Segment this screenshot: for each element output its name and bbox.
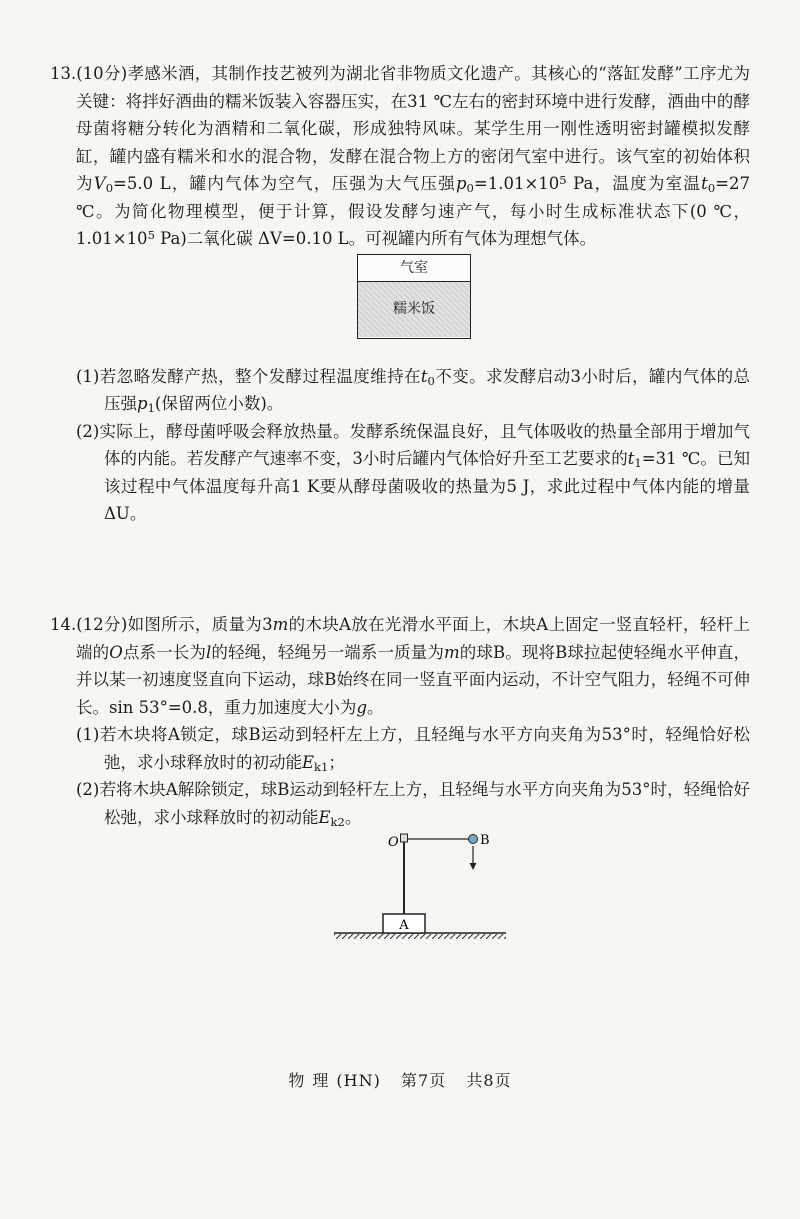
footer-page: 第7页 (401, 1071, 447, 1090)
air-chamber: 气室 (358, 255, 470, 282)
page-footer (0, 1068, 800, 1091)
problem-14 (50, 611, 750, 831)
footer-total: 共8页 (466, 1071, 512, 1090)
problem-number: 14. (50, 615, 77, 634)
label-o: O (388, 835, 399, 850)
question-13-2: (2)实际上，酵母菌呼吸会释放热量。发酵系统保温良好，且气体吸收的热量全部用于增加气体的内能。若发酵产气速率不变，3小时后罐内气体恰好升至工艺要求的$t_1=31$ ℃。已知该过程中气体温度每升高1 K要从酵母菌吸收的热量为5 J，求此过程中气体内能的增量ΔU。 (76, 421, 750, 523)
arrow-head-icon (470, 863, 477, 870)
footer-code: (HN) (336, 1071, 381, 1090)
question-13-1: (1)若忽略发酵产热，整个发酵过程温度维持在$t_0$不变。求发酵启动3小时后，罐内气体的总压强$p_1$(保留两位小数)。 (76, 366, 751, 415)
question-14-2: (2)若将木块A解除锁定，球B运动到轻杆左上方，且轻绳与水平方向夹角为53°时，轻绳恰好松弛，求小球释放时的初动能$E_{k2}$。 (76, 780, 750, 829)
problem-14-intro: 14.(12分)如图所示，质量为3m的木块A放在光滑水平面上，木块A上固定一竖直轻杆，轻杆上端的O点系一长为l的轻绳，轻绳另一端系一质量为m的球B。现将B球拉起使轻绳水平伸直，并以某一初速度竖直向下运动，球B始终在同一竖直平面内运动，不计空气阻力，轻绳不可伸长。sin 53°=0.8，重力加速度大小为g。 (50, 615, 750, 717)
rice-layer: 糯米饭 (358, 282, 470, 337)
footer-subject: 物理 (288, 1071, 337, 1090)
label-a: A (399, 918, 409, 933)
block-rod-ball-figure (330, 825, 510, 945)
fermentation-jar-figure (357, 254, 471, 339)
problem-13-intro: 13.(10分)孝感米酒，其制作技艺被列为湖北省非物质文化遗产。其核心的“落缸发酵”工序尤为关键：将拌好酒曲的糯米饭装入容器压实，在31 ℃左右的密封环境中进行发酵，酒曲中的酵母菌将糖分转化为酒精和二氧化碳，形成独特风味。某学生用一刚性透明密封罐模拟发酵缸，罐内盛有糯米和水的混合物，发酵在混合物上方的密闭气室中进行。该气室的初始体积为$V_0=5.0$ L，罐内气体为空气，压强为大气压强$p_0=1.01\times 10^5$ Pa，温度为室温$t_0=27$ ℃。为简化物理模型，便于计算，假设发酵匀速产气，每小时生成标准状态下(0 ℃，$1.01\times 10^5$ Pa)二氧化碳 ΔV=0.10 L。可视罐内所有气体为理想气体。 (50, 64, 750, 248)
question-14-1: (1)若木块将A锁定，球B运动到轻杆左上方，且轻绳与水平方向夹角为53°时，轻绳恰好松弛，求小球释放时的初动能$E_{k1}$； (76, 725, 750, 774)
pivot-o (401, 834, 408, 842)
problem-number: 13. (50, 64, 77, 83)
ball-b (469, 835, 478, 844)
label-b: B (480, 833, 490, 848)
ground-hatch (334, 934, 506, 939)
